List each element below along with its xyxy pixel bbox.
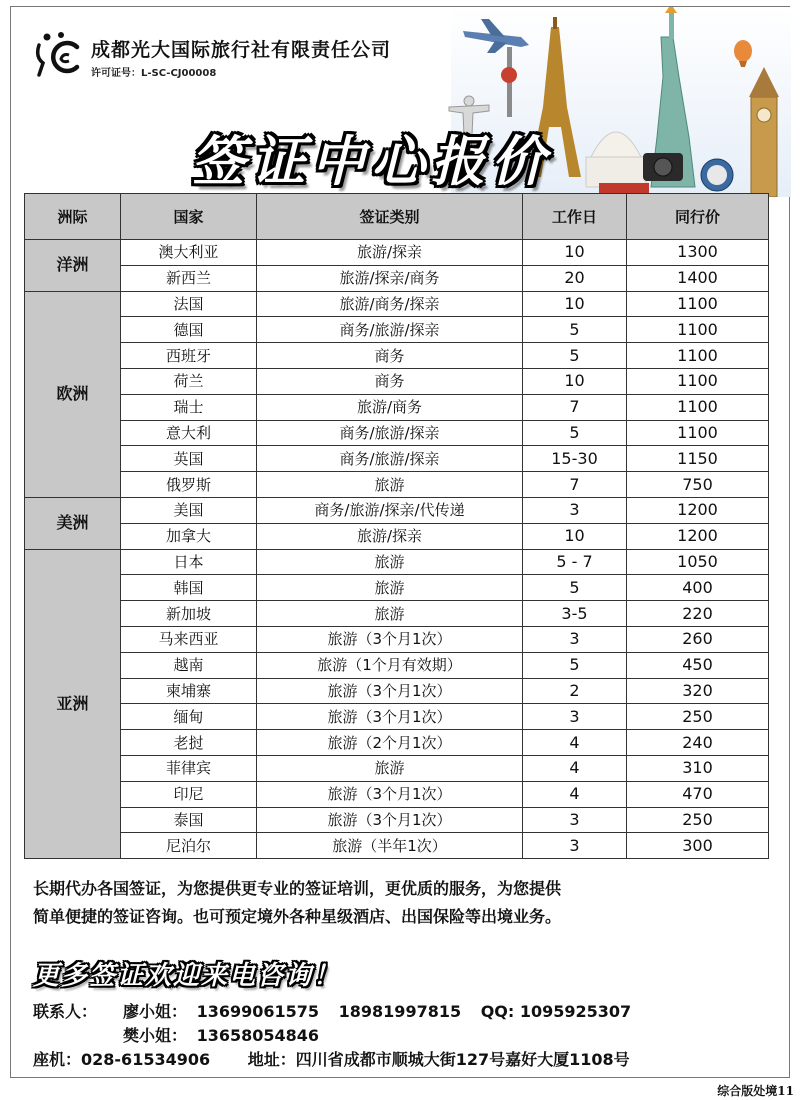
visa-type-cell: 旅游（3个月1次） [257,704,523,730]
country-cell: 荷兰 [121,368,257,394]
working-days-cell: 5 - 7 [523,549,627,575]
header-working-days: 工作日 [523,194,627,240]
country-cell: 马来西亚 [121,626,257,652]
country-cell: 英国 [121,446,257,472]
address-label: 地址： [247,1050,296,1069]
table-row [25,833,769,859]
working-days-cell: 10 [523,291,627,317]
contact-qq: QQ: 1095925307 [480,1002,632,1021]
working-days-cell: 10 [523,523,627,549]
price-cell: 1100 [627,291,769,317]
visa-type-cell: 商务/旅游/探亲/代传递 [257,497,523,523]
table-row [25,755,769,781]
price-cell: 300 [627,833,769,859]
page-frame [10,6,790,1078]
price-cell: 220 [627,601,769,627]
price-cell: 1100 [627,420,769,446]
visa-type-cell: 旅游/探亲 [257,240,523,266]
visa-type-cell: 旅游（3个月1次） [257,678,523,704]
price-cell: 1150 [627,446,769,472]
table-row [25,343,769,369]
address-text: 四川省成都市顺城大街127号嘉好大厦1108号 [295,1050,630,1069]
working-days-cell: 15-30 [523,446,627,472]
visa-type-cell: 旅游（半年1次） [257,833,523,859]
table-row [25,626,769,652]
table-row [25,781,769,807]
working-days-cell: 4 [523,755,627,781]
visa-price-table [24,193,769,859]
contact-label: 联系人： [33,1002,98,1021]
price-cell: 320 [627,678,769,704]
working-days-cell: 10 [523,240,627,266]
country-cell: 瑞士 [121,394,257,420]
country-cell: 缅甸 [121,704,257,730]
country-cell: 意大利 [121,420,257,446]
consult-banner: 更多签证欢迎来电咨询！ [33,961,342,991]
working-days-cell: 2 [523,678,627,704]
table-row [25,472,769,498]
table-header-row [25,194,769,240]
visa-type-cell: 商务/旅游/探亲 [257,420,523,446]
landline-label: 座机： [33,1050,82,1069]
country-cell: 德国 [121,317,257,343]
contact-phone-2: 13658054846 [196,1026,320,1045]
country-cell: 尼泊尔 [121,833,257,859]
visa-type-cell: 旅游（2个月1次） [257,730,523,756]
table-row [25,394,769,420]
working-days-cell: 10 [523,368,627,394]
country-cell: 印尼 [121,781,257,807]
visa-type-cell: 旅游/商务 [257,394,523,420]
price-cell: 250 [627,704,769,730]
working-days-cell: 3-5 [523,601,627,627]
visa-type-cell: 旅游 [257,755,523,781]
price-cell: 1400 [627,265,769,291]
price-cell: 1100 [627,317,769,343]
visa-type-cell: 商务/旅游/探亲 [257,446,523,472]
visa-type-cell: 旅游 [257,472,523,498]
country-cell: 法国 [121,291,257,317]
visa-type-cell: 商务 [257,368,523,394]
header-continent: 洲际 [25,194,121,240]
header-price: 同行价 [627,194,769,240]
working-days-cell: 4 [523,781,627,807]
visa-type-cell: 旅游 [257,601,523,627]
page-label: 综合版处境11 [717,1084,794,1098]
price-cell: 250 [627,807,769,833]
working-days-cell: 5 [523,575,627,601]
working-days-cell: 3 [523,833,627,859]
table-row [25,549,769,575]
country-cell: 美国 [121,497,257,523]
working-days-cell: 5 [523,652,627,678]
continent-cell: 美洲 [25,497,121,549]
working-days-cell: 5 [523,317,627,343]
visa-type-cell: 旅游（3个月1次） [257,626,523,652]
company-logo-icon [33,29,85,77]
table-row [25,678,769,704]
country-cell: 加拿大 [121,523,257,549]
visa-type-cell: 商务/旅游/探亲 [257,317,523,343]
price-cell: 450 [627,652,769,678]
visa-type-cell: 旅游（1个月有效期） [257,652,523,678]
country-cell: 俄罗斯 [121,472,257,498]
price-cell: 1050 [627,549,769,575]
header-visa-type: 签证类别 [257,194,523,240]
visa-type-cell: 旅游（3个月1次） [257,807,523,833]
price-cell: 1100 [627,368,769,394]
country-cell: 柬埔寨 [121,678,257,704]
country-cell: 日本 [121,549,257,575]
price-cell: 400 [627,575,769,601]
page-title: 签证中心报价 [191,130,551,193]
table-row [25,575,769,601]
visa-type-cell: 旅游 [257,575,523,601]
table-row [25,652,769,678]
visa-type-cell: 旅游 [257,549,523,575]
price-cell: 310 [627,755,769,781]
table-row [25,497,769,523]
license-number: 许可证号：L-SC-CJ00008 [91,68,217,79]
working-days-cell: 5 [523,343,627,369]
contact-line-3 [33,1047,630,1070]
working-days-cell: 3 [523,497,627,523]
country-cell: 泰国 [121,807,257,833]
continent-cell: 欧洲 [25,291,121,497]
price-cell: 470 [627,781,769,807]
country-cell: 老挝 [121,730,257,756]
company-name: 成都光大国际旅行社有限责任公司 [91,39,392,61]
table-row [25,420,769,446]
country-cell: 澳大利亚 [121,240,257,266]
table-row [25,368,769,394]
description-line-2: 简单便捷的签证咨询。也可预定境外各种星级酒店、出国保险等出境业务。 [33,907,562,926]
contact-line-2 [33,1023,319,1046]
price-cell: 1100 [627,394,769,420]
price-cell: 1200 [627,523,769,549]
visa-type-cell: 旅游/探亲/商务 [257,265,523,291]
table-row [25,446,769,472]
visa-type-cell: 旅游/商务/探亲 [257,291,523,317]
country-cell: 越南 [121,652,257,678]
working-days-cell: 7 [523,472,627,498]
visa-type-cell: 旅游（3个月1次） [257,781,523,807]
working-days-cell: 20 [523,265,627,291]
country-cell: 西班牙 [121,343,257,369]
table-row [25,807,769,833]
working-days-cell: 5 [523,420,627,446]
visa-price-table-wrapper [24,193,768,859]
country-cell: 新加坡 [121,601,257,627]
price-cell: 240 [627,730,769,756]
table-row [25,265,769,291]
visa-type-cell: 旅游/探亲 [257,523,523,549]
service-description [33,875,773,931]
price-cell: 260 [627,626,769,652]
visa-type-cell: 商务 [257,343,523,369]
continent-cell: 亚洲 [25,549,121,859]
price-cell: 750 [627,472,769,498]
table-row [25,291,769,317]
working-days-cell: 3 [523,626,627,652]
working-days-cell: 3 [523,807,627,833]
country-cell: 菲律宾 [121,755,257,781]
contact-person-2: 樊小姐： [123,1026,188,1045]
description-line-1: 长期代办各国签证，为您提供更专业的签证培训，更优质的服务，为您提供 [33,879,562,898]
price-cell: 1300 [627,240,769,266]
country-cell: 韩国 [121,575,257,601]
working-days-cell: 3 [523,704,627,730]
header [11,7,791,197]
header-country: 国家 [121,194,257,240]
country-cell: 新西兰 [121,265,257,291]
table-row [25,317,769,343]
contact-person-1: 廖小姐： [123,1002,188,1021]
price-cell: 1200 [627,497,769,523]
contact-phone-1a: 13699061575 [196,1002,320,1021]
continent-cell: 洋洲 [25,240,121,292]
table-row [25,730,769,756]
contact-line-1 [33,999,631,1022]
table-row [25,523,769,549]
contact-phone-1b: 18981997815 [338,1002,462,1021]
table-row [25,240,769,266]
working-days-cell: 4 [523,730,627,756]
working-days-cell: 7 [523,394,627,420]
table-body [25,240,769,859]
landline-number: 028-61534906 [81,1050,211,1069]
table-row [25,704,769,730]
price-cell: 1100 [627,343,769,369]
table-row [25,601,769,627]
